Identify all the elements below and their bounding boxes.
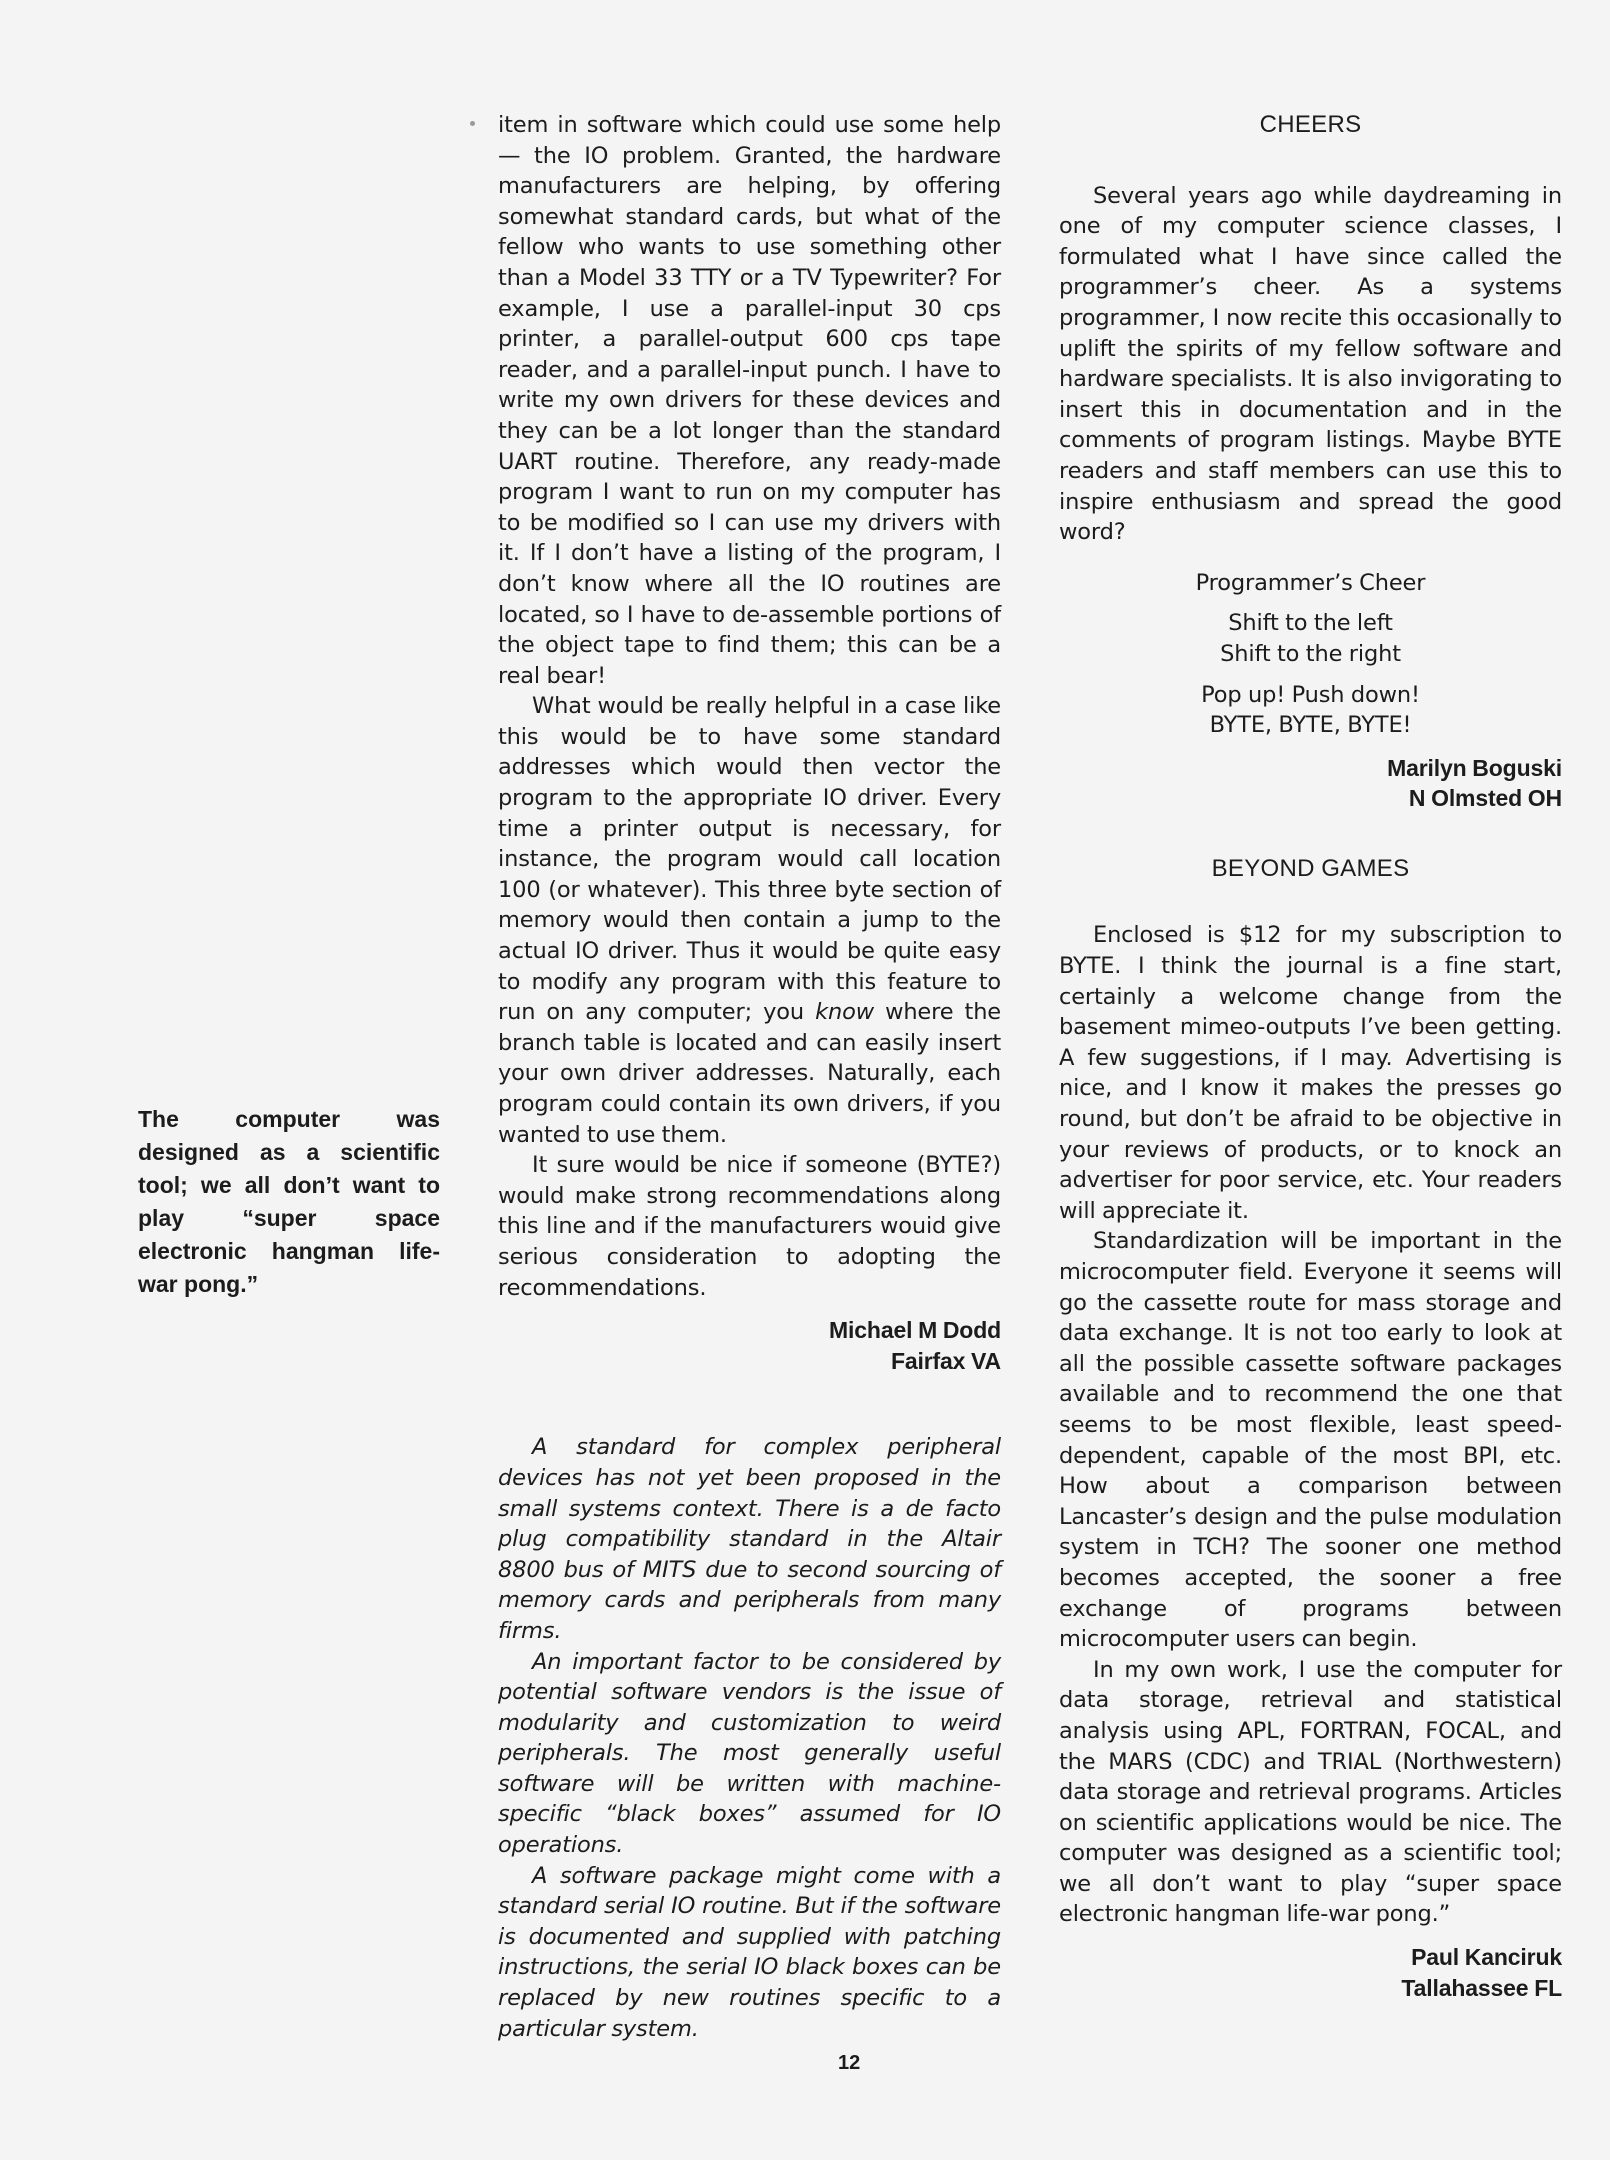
paragraph: In my own work, I use the computer for data storage, retrieval and statistical analysis using APL, FORTRAN, FOCAL, and the MARS (CDC) and TRIAL (Northwestern) data storage and retrieval programs. Articles on scientific applications would be nice. The computer was designed as a scientific tool; we all don’t want to play “super space electronic hangman life-war pong.” <box>1059 1656 1562 1928</box>
signature-location: N Olmsted OH <box>1408 785 1562 812</box>
paragraph <box>498 691 1001 1150</box>
paragraph: It sure would be nice if someone (BYTE?) would make strong recommendations along this line and if the manufacturers wouid give serious consideration to adopting the recommendations. <box>498 1152 1001 1301</box>
text-run: What would be really helpful in a case like this would be to have some standard addresses which would then vector the program to the appropriate IO driver. Every time a printer output is necessary, for instance, the program would call location 100 (or whatever). This three byte section of memory would then contain a jump to the actual IO driver. Thus it would be quite easy to modify any program with this feature to run on any computer; you <box>498 693 1001 1026</box>
poem-line: Pop up! Push down! <box>1201 681 1420 708</box>
paragraph: Several years ago while daydreaming in one of my computer science classes, I formulated what I have since called the programmer’s cheer. As a systems programmer, I now recite this occasionally to uplift the spirits of my fellow software and hardware specialists. It is also invigorating to insert this in documentation and in the comments of program listings. Maybe BYTE readers and staff members can use this to inspire enthusiasm and spread the good word? <box>1059 182 1562 546</box>
print-speck <box>470 121 475 126</box>
signature-location: Tallahassee FL <box>1401 1974 1562 2001</box>
column-right <box>1059 110 1562 2003</box>
paragraph: Enclosed is $12 for my subscription to BYTE. I think the journal is a fine start, certainly a welcome change from the basement mimeo-outputs I’ve been getting. A few suggestions, if I may. Advertising is nice, and I know it makes the presses go round, but don’t be afraid to be objective in your reviews of products, or to knock an advertiser for poor service, etc. Your readers will appreciate it. <box>1059 922 1562 1224</box>
poem-line: BYTE, BYTE, BYTE! <box>1209 712 1412 739</box>
paragraph: Standardization will be important in the microcomputer field. Everyone it seems will go the cassette route for mass storage and data exchange. It is not too early to look at all the possible cassette software packages available and to recommend the one that seems to be most flexible, least speed-dependent, capable of the most BPI, etc. How about a comparison between Lancaster’s design and the pulse modulation system in TCH? The sooner one method becomes accepted, the sooner a free exchange of programs between microcomputer users can begin. <box>1059 1228 1562 1653</box>
letter-cheers <box>1059 110 1562 814</box>
signature-name: Paul Kanciruk <box>1411 1944 1562 1971</box>
section-heading: CHEERS <box>1259 111 1362 138</box>
section-heading: BEYOND GAMES <box>1211 854 1410 882</box>
poem-stanza <box>1059 608 1562 669</box>
poem-title: Programmer’s Cheer <box>1195 569 1426 596</box>
poem-stanza <box>1059 680 1562 741</box>
poem-line: Shift to the right <box>1220 640 1401 667</box>
paragraph: A software package might come with a standard serial IO routine. But if the software is documented and supplied with patching instructions, the serial IO black boxes can be replaced by new routines specific to a particular system. <box>498 1862 1001 2042</box>
editor-reply <box>498 1432 1001 2044</box>
poem <box>1059 568 1562 741</box>
pull-quote: The computer was designed as a scientific tool; we all don’t want to play “super space electronic hangman life-war pong.” <box>138 1106 440 1297</box>
paragraph: A standard for complex peripheral devices has not yet been proposed in the small systems context. There is a de facto plug compatibility standard in the Altair 8800 bus of MITS due to second sourcing of memory cards and peripherals from many firms. <box>498 1434 1001 1644</box>
letter-beyond-games <box>1059 854 1562 2003</box>
emphasis: know <box>815 999 874 1026</box>
text-run: where the branch table is located and can easily insert your own driver addresses. Naturally, each program could contain its own drivers, if you wanted to use them. <box>498 999 1001 1148</box>
page-number: 12 <box>838 2052 861 2074</box>
signature-name: Michael M Dodd <box>829 1317 1001 1344</box>
letter-dodd <box>498 110 1001 1376</box>
signature-location: Fairfax VA <box>890 1347 1001 1374</box>
paragraph: item in software which could use some help — the IO problem. Granted, the hardware manufacturers are helping, by offering somewhat standard cards, but what of the fellow who wants to use something other than a Model 33 TTY or a TV Typewriter? For example, I use a parallel-input 30 cps printer, a parallel-output 600 cps tape reader, and a parallel-input punch. I have to write my own drivers for these devices and they can be a lot longer than the standard UART routine. Therefore, any ready-made program I want to run on my computer has to be modified so I can use my drivers with it. If I don’t have a listing of the program, I don’t know where all the IO routines are located, so I have to de-assemble portions of the object tape to find them; this can be a real bear! <box>498 112 1001 689</box>
column-middle <box>498 110 1001 2044</box>
signature-name: Marilyn Boguski <box>1387 754 1562 781</box>
poem-line: Shift to the left <box>1228 610 1393 637</box>
paragraph: An important factor to be considered by potential software vendors is the issue of modularity and customization to weird peripherals. The most generally useful software will be written with machine-specific “black boxes” assumed for IO operations. <box>498 1648 1001 1859</box>
